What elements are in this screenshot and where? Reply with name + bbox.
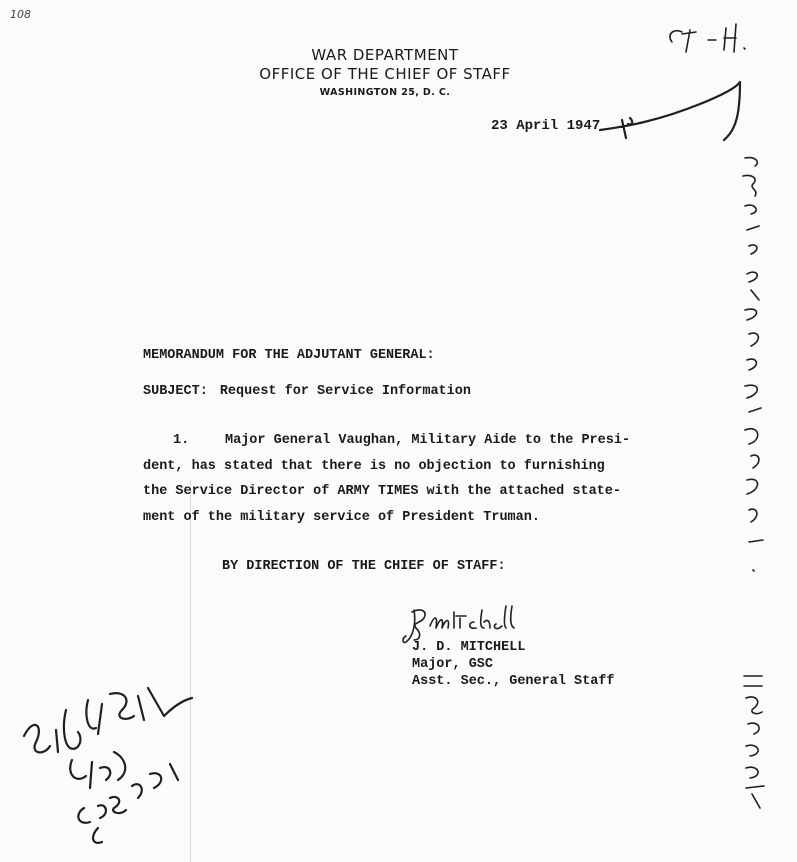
direction-line: BY DIRECTION OF THE CHIEF OF STAFF:: [222, 559, 506, 574]
paragraph-line: the Service Director of ARMY TIMES with the attached state-: [143, 484, 621, 499]
corner-page-number: 108: [10, 8, 31, 21]
handwritten-note-lower-left: [14, 676, 204, 856]
handwritten-note-top-right: [660, 18, 750, 58]
handwritten-arrow-mark: [600, 74, 750, 154]
paragraph-number: 1.: [173, 433, 190, 448]
body-paragraph: [143, 428, 643, 530]
signer-name: J. D. MITCHELL: [412, 640, 526, 655]
subject-line: [143, 384, 471, 399]
letterhead-city: WASHINGTON 25, D. C.: [319, 87, 451, 98]
memo-recipient: MEMORANDUM FOR THE ADJUTANT GENERAL:: [143, 348, 435, 363]
subject-text: Request for Service Information: [219, 384, 471, 399]
paragraph-line: ment of the military service of President Truman.: [143, 509, 540, 525]
handwritten-signature: [400, 602, 540, 652]
paragraph-line: [143, 428, 643, 454]
letterhead-department: WAR DEPARTMENT: [311, 46, 459, 64]
memo-date: 23 April 1947: [491, 118, 601, 134]
letterhead: [250, 46, 520, 98]
signer-title: Asst. Sec., General Staff: [412, 674, 615, 689]
signer-rank: Major, GSC: [412, 657, 494, 672]
paragraph-line: dent, has stated that there is no objection to furnishing: [143, 458, 605, 474]
handwritten-date-right-margin: [736, 668, 772, 818]
subject-label: SUBJECT:: [143, 384, 208, 399]
paragraph-line-text: Major General Vaughan, Military Aide to the Presi-: [225, 433, 631, 448]
letterhead-office: OFFICE OF THE CHIEF OF STAFF: [259, 65, 511, 83]
handwritten-margin-note-right: [735, 150, 775, 580]
